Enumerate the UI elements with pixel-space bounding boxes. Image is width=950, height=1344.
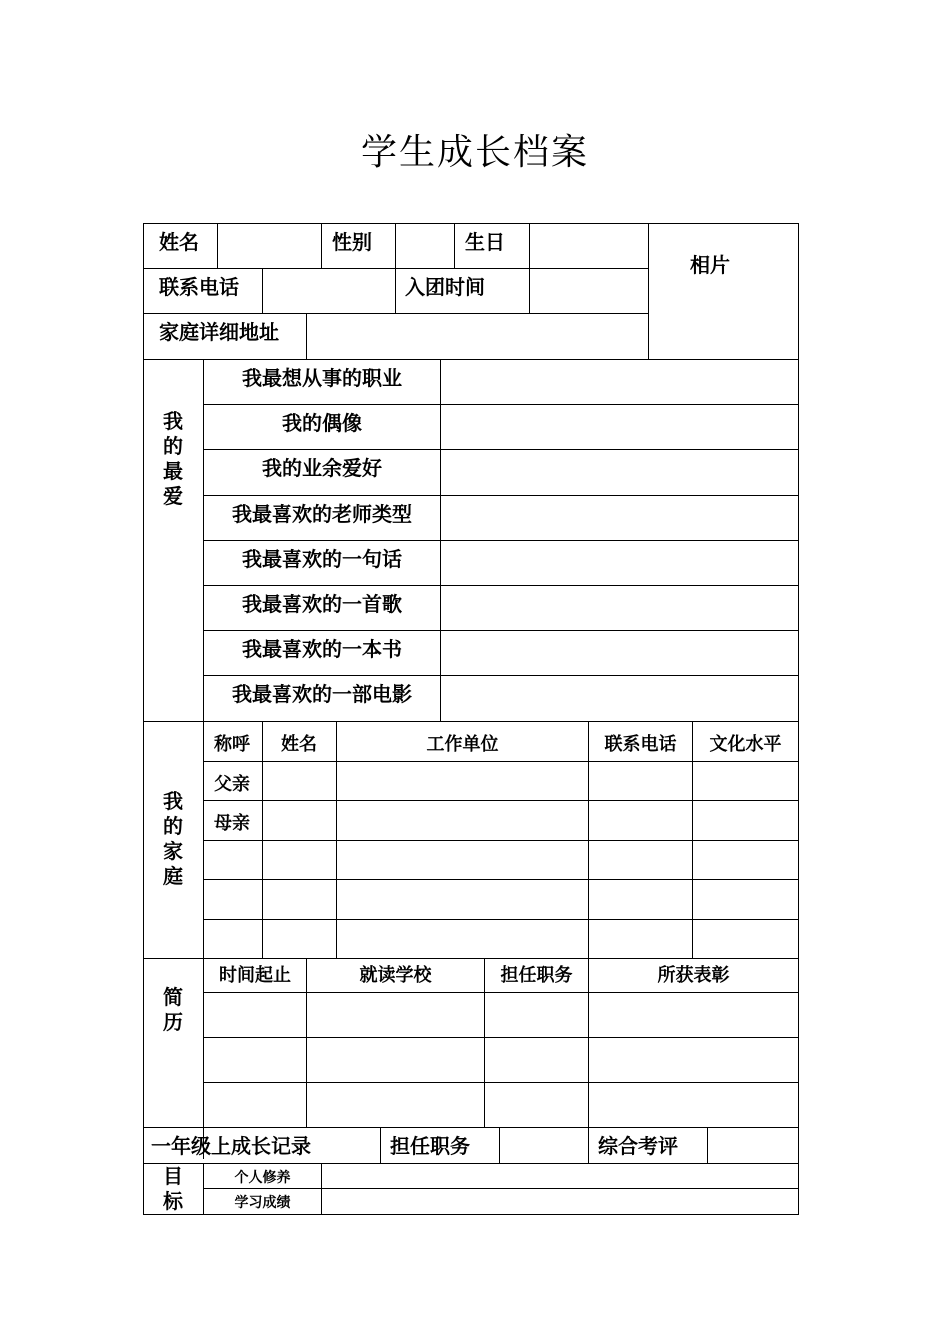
section-label-char: 庭 [163, 864, 183, 888]
col-divider [440, 359, 441, 721]
col-divider [336, 721, 337, 958]
goal-academic-performance-label: 学习成绩 [234, 1195, 291, 1211]
row-divider [143, 359, 799, 360]
birthday-field[interactable] [530, 224, 648, 268]
row-divider [203, 761, 799, 762]
row-divider [203, 675, 799, 676]
resume-header-position: 担任职务 [500, 965, 573, 986]
row-divider [203, 540, 799, 541]
form-left-border [143, 223, 144, 1215]
family-header-relation: 称呼 [214, 734, 250, 755]
resume-header-awards: 所获表彰 [657, 965, 730, 986]
form-bottom-border [143, 1214, 799, 1215]
gender-label: 性别 [332, 230, 372, 254]
section-label-char: 的 [163, 434, 183, 458]
section-label-char: 家 [163, 839, 183, 863]
growth-record-form [143, 223, 799, 1215]
section-label-char: 爱 [163, 484, 183, 508]
col-divider [692, 721, 693, 958]
resume-header-period: 时间起止 [219, 965, 291, 986]
join-date-field[interactable] [530, 269, 648, 313]
row-divider [203, 1082, 799, 1083]
record-position-label: 担任职务 [390, 1134, 470, 1158]
row-divider [203, 495, 799, 496]
family-section-label [143, 789, 203, 889]
growth-record-title: 一年级上成长记录 [151, 1134, 311, 1158]
row-divider [203, 919, 799, 920]
section-label-char: 简 [163, 985, 183, 1009]
birthday-label: 生日 [465, 230, 505, 254]
col-divider [262, 721, 263, 958]
family-row-mother: 母亲 [214, 813, 250, 834]
section-divider [143, 721, 799, 722]
phone-field[interactable] [263, 269, 395, 313]
row-divider [203, 449, 799, 450]
family-header-name: 姓名 [281, 734, 317, 755]
goal-academic-performance-field[interactable] [322, 1189, 798, 1214]
section-label-char: 历 [163, 1010, 183, 1034]
family-header-education: 文化水平 [709, 734, 782, 755]
col-divider [321, 223, 322, 268]
row-divider [203, 992, 799, 993]
resume-header-school: 就读学校 [359, 965, 432, 986]
section-label-char: 目 [163, 1164, 183, 1188]
record-evaluation-label: 综合考评 [598, 1134, 678, 1158]
name-label: 姓名 [159, 230, 199, 254]
row-divider [203, 840, 799, 841]
row-divider [203, 585, 799, 586]
address-label: 家庭详细地址 [159, 320, 279, 344]
favorites-section-label [143, 409, 203, 509]
row-divider [203, 630, 799, 631]
col-divider [588, 958, 589, 1163]
favorite-idol-label: 我的偶像 [282, 411, 362, 435]
resume-section-label [143, 985, 203, 1035]
goal-personal-cultivation-label: 个人修养 [234, 1170, 291, 1186]
section-label-char: 我 [163, 409, 183, 433]
favorite-teacher-label: 我最喜欢的老师类型 [232, 502, 412, 526]
page-title: 学生成长档案 [360, 132, 589, 173]
section-label-char: 最 [163, 459, 183, 483]
section-divider [143, 958, 799, 959]
record-position-field[interactable] [500, 1128, 588, 1163]
family-row-father: 父亲 [214, 774, 250, 795]
row-divider [203, 404, 799, 405]
family-header-phone: 联系电话 [604, 734, 677, 755]
section-label-char: 标 [163, 1189, 183, 1213]
goal-personal-cultivation-field[interactable] [322, 1164, 798, 1188]
form-right-border [798, 223, 799, 1215]
address-field[interactable] [307, 314, 648, 359]
col-divider [380, 1127, 381, 1163]
record-evaluation-field[interactable] [708, 1128, 798, 1163]
row-divider [203, 800, 799, 801]
favorite-song-label: 我最喜欢的一首歌 [242, 592, 402, 616]
favorite-career-label: 我最想从事的职业 [242, 366, 402, 390]
favorite-hobby-label: 我的业余爱好 [262, 456, 382, 480]
name-field[interactable] [218, 224, 321, 268]
photo-label: 相片 [690, 253, 730, 277]
photo-box[interactable] [649, 224, 798, 359]
col-divider [454, 223, 455, 268]
section-label-char: 我 [163, 789, 183, 813]
row-divider [203, 879, 799, 880]
gender-field[interactable] [396, 224, 454, 268]
row-divider [203, 1037, 799, 1038]
col-divider [588, 721, 589, 958]
family-header-workplace: 工作单位 [426, 734, 499, 755]
join-date-label: 入团时间 [405, 275, 485, 299]
section-label-char: 的 [163, 814, 183, 838]
favorite-movie-label: 我最喜欢的一部电影 [232, 682, 412, 706]
section-divider [143, 1127, 799, 1128]
phone-label: 联系电话 [159, 275, 239, 299]
favorite-book-label: 我最喜欢的一本书 [242, 637, 402, 661]
favorite-quote-label: 我最喜欢的一句话 [242, 547, 402, 571]
goals-section-label [143, 1164, 203, 1214]
